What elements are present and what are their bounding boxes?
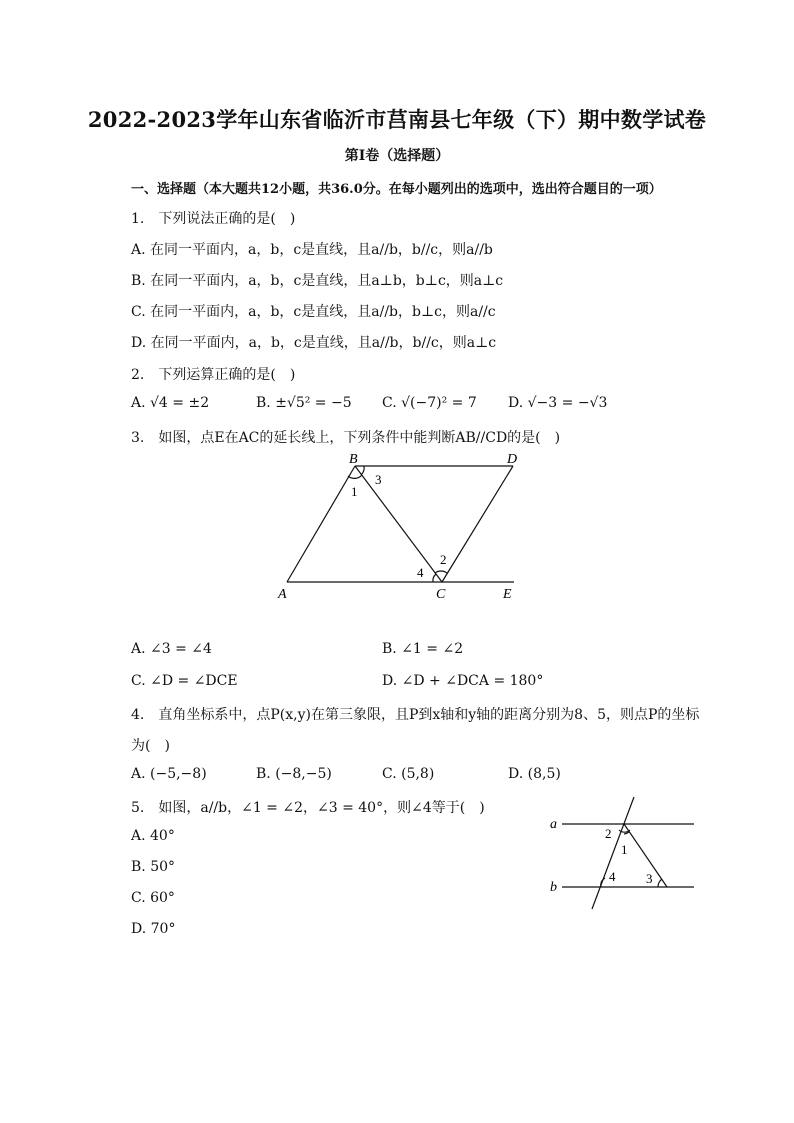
q5-option-a: A. 40° <box>131 828 175 844</box>
label-4: 4 <box>417 565 424 580</box>
q1-option-c: C. 在同一平面内，a，b，c是直线，且a//b，b⊥c，则a//c <box>131 304 496 320</box>
label-b: b <box>550 880 557 895</box>
q1-option-a: A. 在同一平面内，a，b，c是直线，且a//b，b//c，则a//b <box>131 242 493 258</box>
angle-2-arc <box>435 571 447 573</box>
q3-figure <box>270 448 530 606</box>
label-b: B <box>349 452 358 467</box>
q2-option-c: C. √(−7)² = 7 <box>382 395 477 411</box>
q4-option-c: C. (5,8) <box>382 766 435 782</box>
transversal-1 <box>592 797 634 909</box>
q1-option-d: D. 在同一平面内，a，b，c是直线，且a//b，b//c，则a⊥c <box>131 335 497 351</box>
part-header: 一、选择题（本大题共12小题，共36.0分。在每小题列出的选项中，选出符合题目的一项） <box>131 182 662 197</box>
q5-option-c: C. 60° <box>131 890 175 906</box>
q2-option-a: A. √4 = ±2 <box>131 395 210 411</box>
question-4-stem: 4. 直角坐标系中，点P(x,y)在第三象限，且P到x轴和y轴的距离分别为8、5，则点P的坐标 <box>131 707 700 723</box>
q4-option-d: D. (8,5) <box>508 766 561 782</box>
angle-3-arc <box>361 466 364 475</box>
q4-option-a: A. (−5,−8) <box>131 766 207 782</box>
label-1: 1 <box>621 842 628 857</box>
angle-4-arc <box>601 878 605 887</box>
question-3-stem: 3. 如图，点E在AC的延长线上，下列条件中能判断AB//CD的是( ) <box>131 430 561 446</box>
q3-option-d: D. ∠D + ∠DCA = 180° <box>382 673 544 689</box>
question-1-stem: 1. 下列说法正确的是( ) <box>131 211 296 227</box>
q4-option-b: B. (−8,−5) <box>256 766 332 782</box>
label-c: C <box>436 587 446 602</box>
label-2: 2 <box>440 552 447 567</box>
q2-option-d: D. √−3 = −√3 <box>508 395 608 411</box>
question-2-stem: 2. 下列运算正确的是( ) <box>131 367 296 383</box>
q2-option-b: B. ±√5² = −5 <box>256 395 352 411</box>
question-5-stem: 5. 如图，a//b，∠1 = ∠2，∠3 = 40°，则∠4等于( ) <box>131 800 485 816</box>
q1-option-b: B. 在同一平面内，a，b，c是直线，且a⊥b，b⊥c，则a⊥c <box>131 273 504 289</box>
q5-option-d: D. 70° <box>131 921 176 937</box>
line-cd <box>442 466 513 582</box>
label-3: 3 <box>375 472 382 487</box>
q3-option-c: C. ∠D = ∠DCE <box>131 673 238 689</box>
q3-option-a: A. ∠3 = ∠4 <box>131 641 212 657</box>
question-4-stem-cont: 为( ) <box>131 738 170 754</box>
label-4: 4 <box>609 869 616 884</box>
label-d: D <box>507 452 518 467</box>
angle-4-arc <box>433 574 436 582</box>
angle-3-arc <box>658 879 662 887</box>
page-title: 2022-2023学年山东省临沂市莒南县七年级（下）期中数学试卷 <box>87 107 707 132</box>
label-a: a <box>550 817 557 832</box>
q5-figure <box>540 792 700 914</box>
line-bc <box>355 466 442 582</box>
label-e: E <box>503 587 512 602</box>
line-ab <box>287 466 355 582</box>
label-a: A <box>278 587 287 602</box>
q3-option-b: B. ∠1 = ∠2 <box>382 641 464 657</box>
section-title: 第Ⅰ卷（选择题） <box>344 148 450 164</box>
label-2: 2 <box>605 826 612 841</box>
q5-option-b: B. 50° <box>131 859 176 875</box>
label-1: 1 <box>351 484 358 499</box>
label-3: 3 <box>646 871 653 886</box>
